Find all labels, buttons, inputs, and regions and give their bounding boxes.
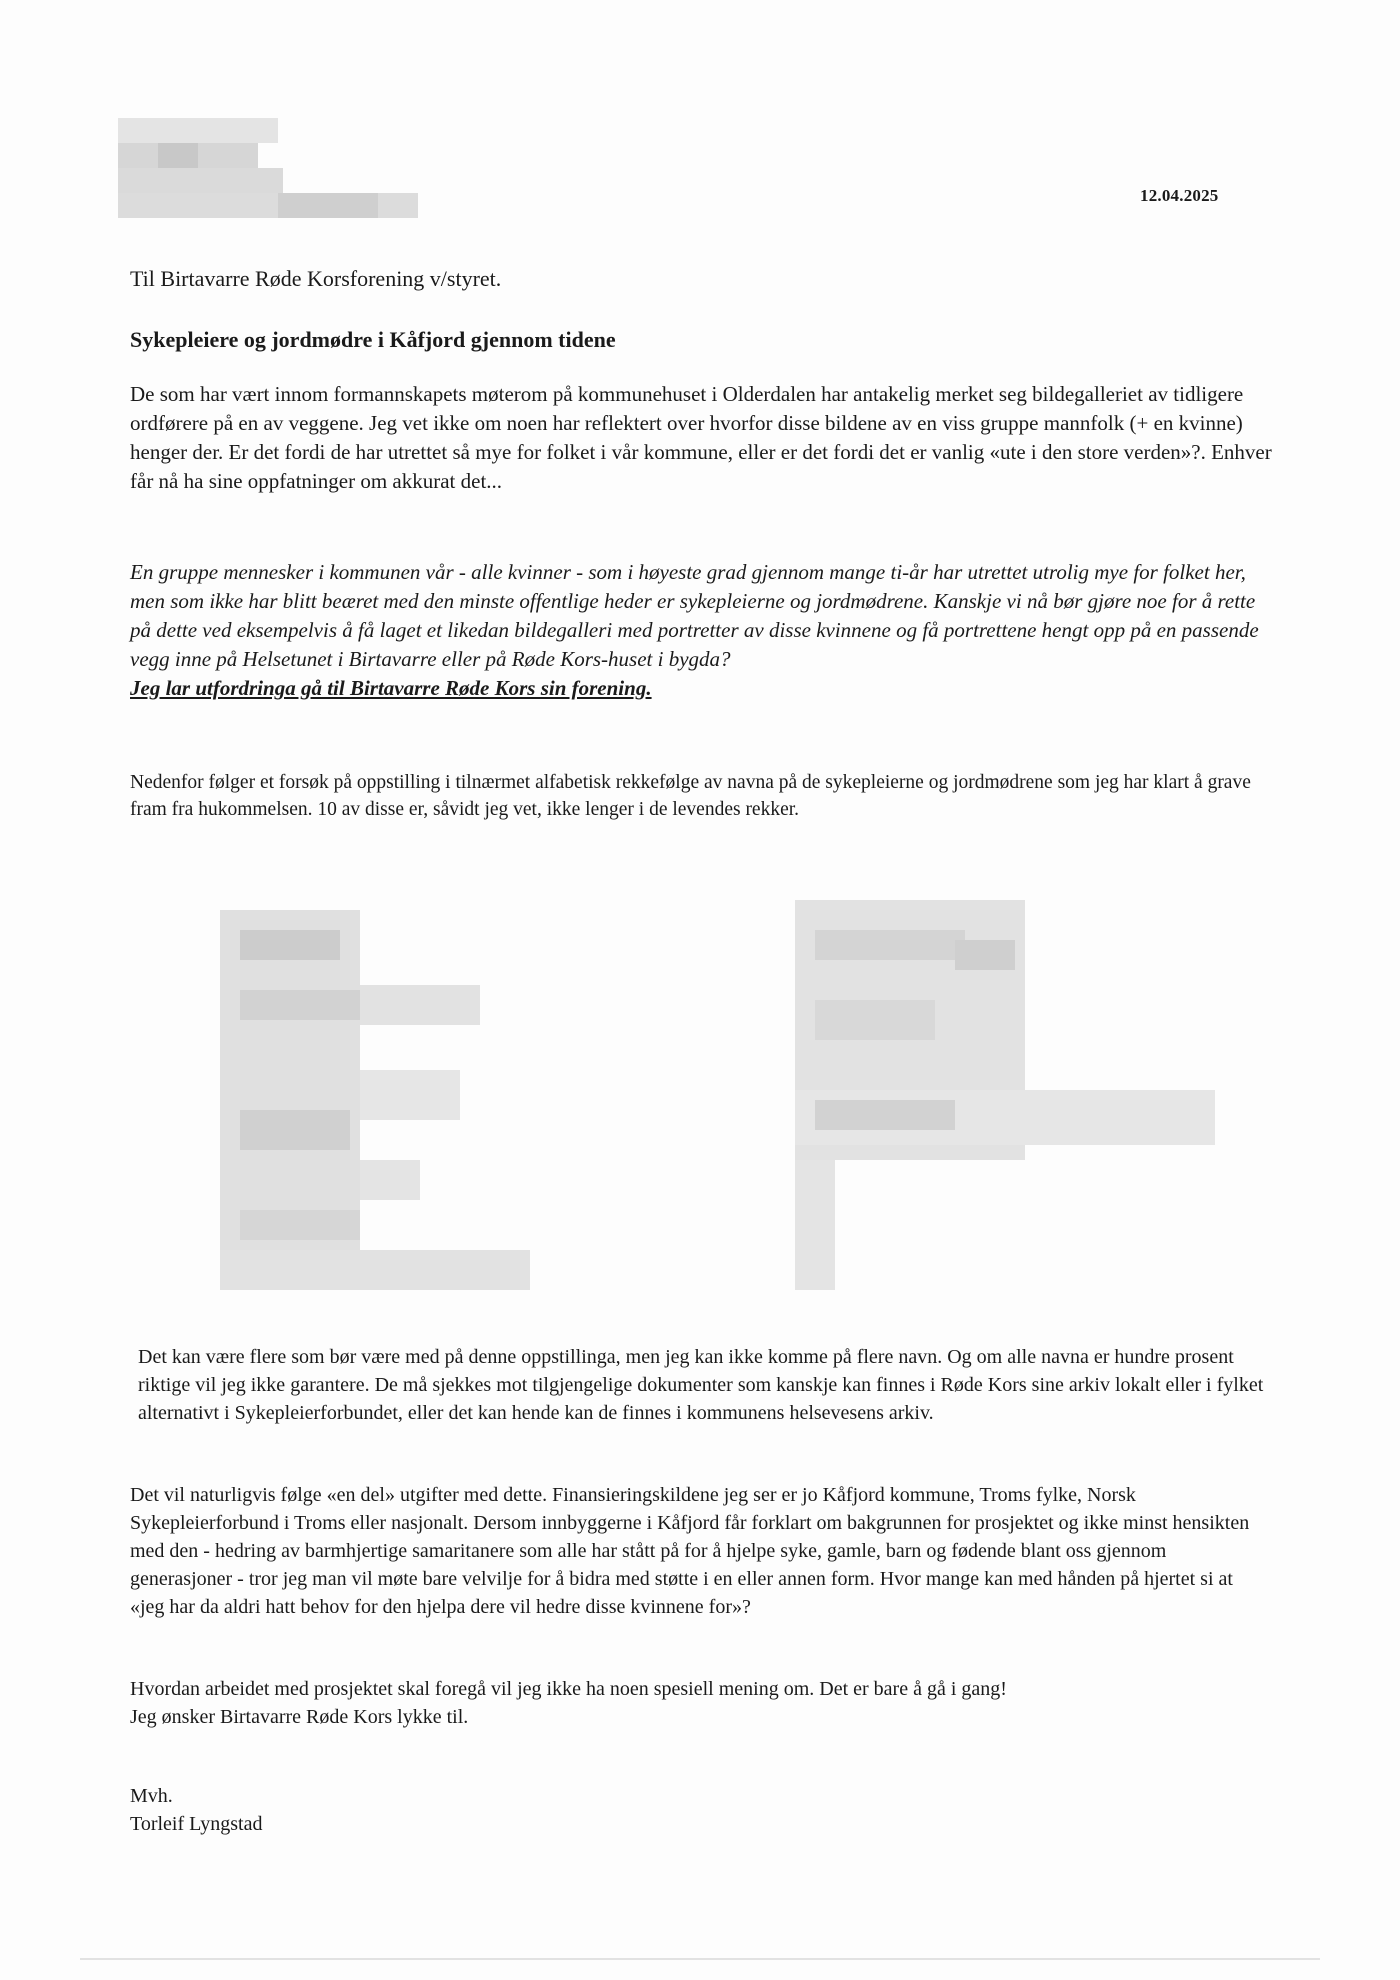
- paragraph-proposal-text: En gruppe mennesker i kommunen vår - alle kvinner - som i høyeste grad gjennom mange ti-år har utrettet utrolig mye for folket her, men som ikke har blitt beæret med den minste offentlige heder er sykepleierne og jordmødrene. Kanskje vi nå bør gjøre noe for å rette på dette ved eksempelvis å få laget et likedan bildegalleri med portretter av disse kvinnene og få portrettene hengt opp på en passende vegg inne på Helsetunet i Birtavarre eller på Røde Kors-huset i bygda?: [130, 560, 1259, 671]
- paragraph-intro: De som har vært innom formannskapets møterom på kommunehuset i Olderdalen har antakelig merket seg bildegalleriet av tidligere ordførere på en av veggene. Jeg vet ikke om noen har reflektert over hvorfor disse bildene av en viss gruppe mannfolk (+ en kvinne) henger der. Er det fordi de har utrettet så mye for folket i vår kommune, eller er det fordi det er vanlig «ute i den store verden»?. Enhver får nå ha sine oppfatninger om akkurat det...: [130, 382, 1272, 493]
- scan-edge-line: [80, 1958, 1320, 1960]
- signature-name: Torleif Lyngstad: [130, 1813, 263, 1835]
- redacted-names-list-right: [795, 900, 1215, 1290]
- salutation: Til Birtavarre Røde Korsforening v/styret.: [130, 266, 502, 291]
- closing-remarks-line-1: Hvordan arbeidet med prosjektet skal foregå vil jeg ikke ha noen spesiell mening om. Det er bare å gå i gang!: [130, 1678, 1007, 1700]
- signoff: [130, 1782, 1280, 1838]
- paragraph-closing-remarks: [130, 1675, 1280, 1731]
- redacted-sender-address: [118, 118, 418, 218]
- closing-remarks-line-2: Jeg ønsker Birtavarre Røde Kors lykke til.: [130, 1706, 469, 1728]
- paragraph-funding: Det vil naturligvis følge «en del» utgifter med dette. Finansieringskildene jeg ser er jo Kåfjord kommune, Troms fylke, Norsk Sykepleierforbund i Troms eller nasjonalt. Dersom innbyggerne i Kåfjord får forklart om bakgrunnen for prosjektet og ikke minst hensikten med den - hedring av barmhjertige samaritanere som alle har stått på for å hjelpe syke, gamle, barn og fødende blant oss gjennom generasjoner - tror jeg man vil møte bare velvilje for å bidra med støtte i en eller annen form. Hvor mange kan med hånden på hjertet si at «jeg har da aldri hatt behov for den hjelpa dere vil hedre disse kvinnene for»?: [130, 1484, 1250, 1618]
- closing-word: Mvh.: [130, 1785, 173, 1807]
- challenge-callout: Jeg lar utfordringa gå til Birtavarre Røde Kors sin forening.: [130, 676, 652, 700]
- redacted-names-list-left: [220, 910, 530, 1290]
- paragraph-proposal: [130, 558, 1280, 703]
- letter-date: 12.04.2025: [1140, 186, 1219, 205]
- letter-heading: Sykepleiere og jordmødre i Kåfjord gjennom tidene: [130, 327, 616, 352]
- paragraph-disclaimer: Det kan være flere som bør være med på denne oppstillinga, men jeg kan ikke komme på flere navn. Og om alle navna er hundre prosent riktige vil jeg ikke garantere. De må sjekkes mot tilgjengelige dokumenter som kanskje kan finnes i Røde Kors sine arkiv lokalt eller i fylket alternativt i Sykepleierforbundet, eller det kan hende kan de finnes i kommunens helsevesens arkiv.: [138, 1346, 1264, 1424]
- paragraph-list-intro: Nedenfor følger et forsøk på oppstilling i tilnærmet alfabetisk rekkefølge av navna på de sykepleierne og jordmødrene som jeg har klart å grave fram fra hukommelsen. 10 av disse er, såvidt jeg vet, ikke lenger i de levendes rekker.: [130, 772, 1251, 820]
